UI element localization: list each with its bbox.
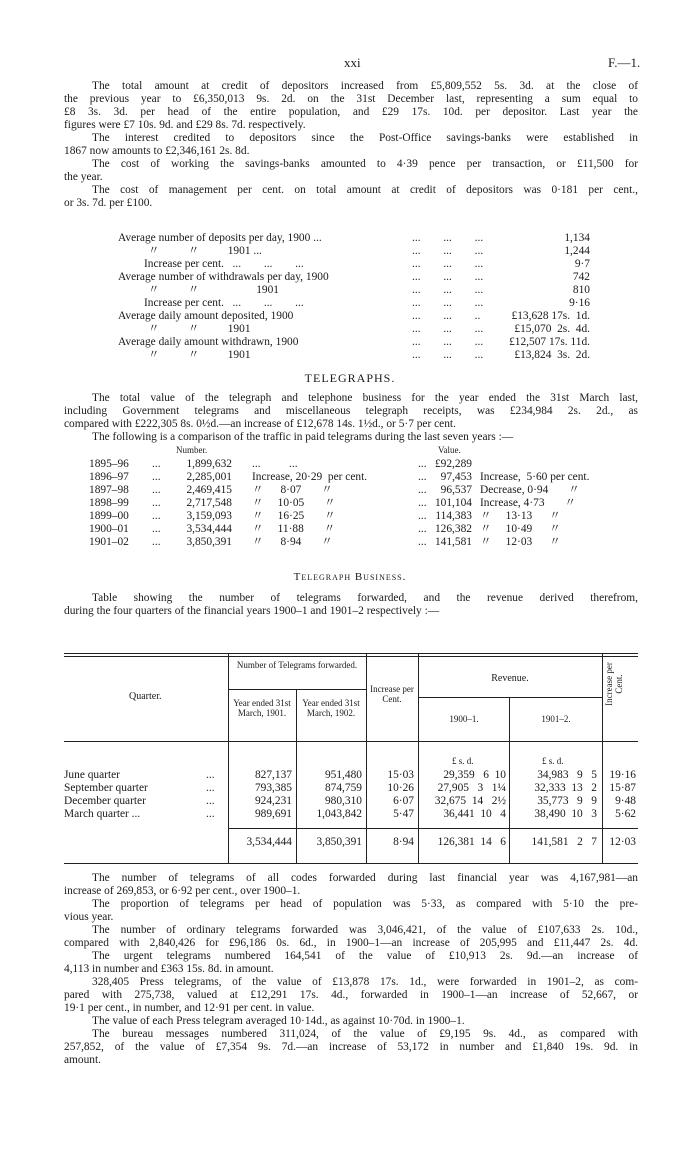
stat-leader-dots: ... ... ...	[412, 284, 484, 296]
table-top-rule	[64, 653, 638, 654]
telegraphs-para-2: The following is a comparison of the traffic in paid telegrams during the last seven years :—	[92, 431, 514, 443]
page-reference: F.—1.	[608, 55, 641, 70]
col-header-year-1901: Year ended 31st March, 1901.	[233, 698, 291, 718]
traffic-year: 1898–99	[89, 497, 129, 509]
stat-leader-dots: ... ... ...	[412, 271, 484, 283]
traffic-number: 3,534,444	[186, 523, 232, 535]
quarter-1902: 874,759	[324, 782, 362, 794]
closing-line: The number of telegrams of all codes forwarded during last financial year was 4,167,981—an	[92, 872, 638, 884]
stat-value: 9·16	[569, 297, 590, 309]
stat-value: £13,824 3s. 2d.	[514, 349, 590, 361]
quarter-increase: 15·03	[387, 769, 414, 781]
traffic-year: 1896–97	[89, 471, 129, 483]
closing-line: 4,113 in number and £363 15s. 8d. in amount.	[64, 963, 274, 975]
business-intro-b: during the four quarters of the financial years 1900–1 and 1901–2 respectively :—	[64, 605, 440, 617]
traffic-value-change: Increase, 4·73 〃	[480, 497, 576, 509]
traffic-number-change: 〃 10·05 〃	[252, 497, 336, 509]
traffic-value: 141,581	[434, 536, 472, 548]
traffic-dots: ...	[418, 484, 427, 496]
closing-line: The urgent telegrams numbered 164,541 of the value of £10,913 2s. 9d.—an increase of	[92, 950, 638, 962]
telegraphs-para-1a: The total value of the telegraph and telephone business for the year ended the 31st March last,	[92, 392, 638, 404]
stat-leader-dots: ... ... ...	[412, 232, 484, 244]
quarter-1901: 989,691	[254, 808, 292, 820]
total-1901: 3,534,444	[246, 836, 292, 848]
stat-label: Increase per cent. ... ... ...	[144, 297, 304, 309]
closing-line: increase of 269,853, or 6·92 per cent., over 1900–1.	[64, 885, 301, 897]
stat-leader-dots: ... ... ..	[412, 310, 481, 322]
savings-para-3b: the year.	[64, 171, 103, 183]
closing-line: 19·1 per cent., in number, and 12·91 per cent. in value.	[64, 1002, 315, 1014]
table-hrule	[228, 689, 366, 690]
traffic-dots: ...	[152, 536, 161, 548]
traffic-value: 114,383	[435, 510, 472, 522]
savings-para-1c: £8 3s. 3d. per head of the entire population, and £29 17s. 10d. per depositor. Last year the	[64, 106, 638, 118]
quarter-increase: 6·07	[393, 795, 414, 807]
quarter-1901: 924,231	[254, 795, 292, 807]
stat-value: 810	[572, 284, 590, 296]
table-vrule	[366, 653, 367, 864]
stat-value: 742	[572, 271, 590, 283]
traffic-dots: ...	[152, 484, 161, 496]
traffic-dots: ...	[418, 458, 427, 470]
traffic-year: 1895–96	[89, 458, 129, 470]
lsd-header-2: £ s. d.	[542, 756, 564, 766]
traffic-dots: ...	[418, 523, 427, 535]
telegraphs-heading: TELEGRAPHS.	[304, 371, 396, 385]
traffic-dots: ...	[152, 510, 161, 522]
stat-value: £13,628 17s. 1d.	[511, 310, 590, 322]
quarter-increase-per-cent: 9·48	[615, 795, 636, 807]
traffic-year: 1900–01	[89, 523, 129, 535]
quarter-dots: ...	[206, 782, 215, 794]
quarter-name: March quarter ...	[64, 808, 141, 820]
savings-para-3a: The cost of working the savings-banks amounted to 4·39 pence per transaction, or £11,500 for	[92, 158, 638, 170]
quarter-rev-1900: 36,441 10 4	[443, 808, 506, 820]
quarter-dots: ...	[206, 769, 215, 781]
total-rev-1900: 126,381 14 6	[437, 836, 506, 848]
closing-line: The value of each Press telegram averaged 10·14d., as against 10·70d. in 1900–1.	[92, 1015, 465, 1027]
col-header-increase: Increase per Cent.	[370, 684, 414, 704]
traffic-number: 2,285,001	[186, 471, 232, 483]
traffic-number: 3,850,391	[186, 536, 232, 548]
traffic-number: 3,159,093	[186, 510, 232, 522]
total-increase-per-cent: 12·03	[609, 836, 636, 848]
page-number: xxi	[344, 55, 361, 70]
stat-value: £15,070 2s. 4d.	[514, 323, 590, 335]
traffic-year: 1897–98	[89, 484, 129, 496]
traffic-year: 1901–02	[89, 536, 129, 548]
stat-value: 1,244	[564, 245, 590, 257]
quarter-increase-per-cent: 19·16	[609, 769, 636, 781]
total-increase: 8·94	[393, 836, 414, 848]
quarter-rev-1901: 35,773 9 9	[537, 795, 597, 807]
quarter-1902: 951,480	[324, 769, 362, 781]
col-header-number: Number of Telegrams forwarded.	[236, 660, 358, 670]
quarter-dots: ...	[206, 808, 215, 820]
stat-label: Average daily amount deposited, 1900	[118, 310, 294, 322]
traffic-number-change: ... ...	[252, 458, 298, 470]
traffic-number: 2,469,415	[186, 484, 232, 496]
stat-leader-dots: ... ... ...	[412, 297, 484, 309]
traffic-value-change: Increase, 5·60 per cent.	[480, 471, 590, 483]
traffic-dots: ...	[152, 458, 161, 470]
traffic-dots: ...	[152, 523, 161, 535]
traffic-value-change: 〃 12·03 〃	[480, 536, 561, 548]
traffic-dots: ...	[418, 536, 427, 548]
quarter-1902: 980,310	[324, 795, 362, 807]
traffic-dots: ...	[418, 510, 427, 522]
savings-para-2b: 1867 now amounts to £2,346,161 2s. 8d.	[64, 145, 250, 157]
stat-leader-dots: ... ... ...	[412, 349, 484, 361]
quarter-name: September quarter	[64, 782, 148, 794]
telegraphs-para-1b: including Government telegrams and miscellaneous telegraph receipts, was £234,984 2s. 2d., as	[64, 405, 638, 417]
traffic-number-change: 〃 8·07 〃	[252, 484, 333, 496]
traffic-dots: ...	[152, 471, 161, 483]
closing-line: The number of ordinary telegrams forwarded was 3,046,421, of the value of £107,633 2s. 10d.,	[92, 924, 638, 936]
stat-leader-dots: ... ... ...	[412, 258, 484, 270]
table-vrule	[418, 653, 419, 864]
quarter-name: June quarter	[64, 769, 120, 781]
table-bottom-rule	[64, 863, 638, 864]
traffic-value: £92,289	[434, 458, 472, 470]
quarter-rev-1901: 32,333 13 2	[534, 782, 597, 794]
stat-label: Increase per cent. ... ... ...	[144, 258, 304, 270]
total-rev-1901: 141,581 2 7	[531, 836, 597, 848]
quarter-increase: 5·47	[393, 808, 414, 820]
col-header-rev-1901: 1901–2.	[541, 714, 571, 724]
business-intro-a: Table showing the number of telegrams forwarded, and the revenue derived therefrom,	[92, 592, 638, 604]
quarter-rev-1900: 32,675 14 2½	[434, 795, 506, 807]
stat-value: £12,507 17s. 11d.	[509, 336, 590, 348]
traffic-dots: ...	[152, 497, 161, 509]
traffic-number-change: 〃 8·94 〃	[252, 536, 333, 548]
traffic-dots: ...	[418, 471, 427, 483]
traffic-value-change: Decrease, 0·94 〃	[480, 484, 580, 496]
traffic-number: 2,717,548	[186, 497, 232, 509]
quarter-1901: 793,385	[254, 782, 292, 794]
closing-line: amount.	[64, 1054, 102, 1066]
quarter-rev-1901: 38,490 10 3	[534, 808, 597, 820]
col-header-revenue: Revenue.	[491, 673, 529, 684]
closing-line: 328,405 Press telegrams, of the value of £13,878 17s. 1d., were forwarded in 1901–2, as com-	[92, 976, 638, 988]
col-header-quarter: Quarter.	[129, 691, 162, 702]
savings-para-4b: or 3s. 7d. per £100.	[64, 197, 153, 209]
closing-line: vious year.	[64, 911, 114, 923]
quarter-increase-per-cent: 15·87	[609, 782, 636, 794]
quarter-increase-per-cent: 5·62	[615, 808, 636, 820]
closing-line: pared with 275,738, valued at £12,291 17s. 4d., forwarded in 1900–1—an increase of 52,667, or	[64, 989, 638, 1001]
stat-label: 〃 〃 1901	[148, 323, 251, 335]
quarter-rev-1901: 34,983 9 5	[537, 769, 597, 781]
stat-label: Average daily amount withdrawn, 1900	[118, 336, 299, 348]
closing-line: compared with 2,840,426 for £96,186 0s. 6d., in 1900–1—an increase of 205,995 and £11,447 2s. 4d.	[64, 937, 638, 949]
quarter-1902: 1,043,842	[316, 808, 362, 820]
col-header-year-1902: Year ended 31st March, 1902.	[302, 698, 360, 718]
col-header-rev-1900: 1900–1.	[449, 714, 479, 724]
table-header-rule	[64, 741, 638, 742]
stat-leader-dots: ... ... ...	[412, 336, 484, 348]
traffic-year: 1899–00	[89, 510, 129, 522]
closing-line: The bureau messages numbered 311,024, of the value of £9,195 9s. 4d., as compared with	[92, 1028, 638, 1040]
traffic-value-change: 〃 13·13 〃	[480, 510, 561, 522]
table-subtotal-rule	[228, 828, 638, 829]
telegraphs-para-1c: compared with £222,305 8s. 0½d.—an increase of £12,678 14s. 1½d., or 5·7 per cent.	[64, 418, 456, 430]
quarter-rev-1900: 27,905 3 1¼	[437, 782, 506, 794]
stat-label: 〃 〃 1901	[148, 349, 251, 361]
traffic-col-value: Value.	[438, 445, 461, 455]
savings-para-1d: figures were £7 10s. 9d. and £29 8s. 7d. respectively.	[64, 119, 306, 131]
savings-para-1b: the previous year to £6,350,013 9s. 2d. on the 31st December last, representing a sum equal to	[64, 93, 638, 105]
table-vrule	[602, 653, 603, 864]
quarter-1901: 827,137	[254, 769, 292, 781]
savings-para-2a: The interest credited to depositors since the Post-Office savings-banks were established in	[92, 132, 638, 144]
total-1902: 3,850,391	[316, 836, 362, 848]
stat-value: 1,134	[564, 232, 590, 244]
traffic-number-change: Increase, 20·29 per cent.	[252, 471, 368, 483]
traffic-value: 126,382	[434, 523, 472, 535]
traffic-value: 97,453	[440, 471, 472, 483]
closing-line: 257,852, of the value of £7,354 9s. 7d.—an increase of 53,172 in number and £1,840 19s. 9d. in	[64, 1041, 638, 1053]
stat-label: 〃 〃 1901	[148, 284, 279, 296]
savings-para-4a: The cost of management per cent. on total amount at credit of depositors was 0·181 per cent.,	[92, 184, 638, 196]
savings-para-1a: The total amount at credit of depositors increased from £5,809,552 5s. 3d. at the close of	[92, 80, 638, 92]
traffic-number-change: 〃 16·25 〃	[252, 510, 336, 522]
table-top-rule-2	[64, 656, 638, 657]
col-header-increase-per-cent: Increase per Cent.	[604, 662, 624, 706]
traffic-col-number: Number.	[176, 445, 208, 455]
traffic-dots: ...	[418, 497, 427, 509]
quarter-name: December quarter	[64, 795, 146, 807]
business-heading: Telegraph Business.	[293, 571, 407, 583]
stat-label: Average number of deposits per day, 1900 ...	[118, 232, 322, 244]
stat-label: Average number of withdrawals per day, 1900	[118, 271, 329, 283]
table-hrule	[418, 697, 602, 698]
quarter-dots: ...	[206, 795, 215, 807]
traffic-value: 96,537	[440, 484, 472, 496]
traffic-number-change: 〃 11·88 〃	[252, 523, 336, 535]
stat-label: 〃 〃 1901 ...	[148, 245, 262, 257]
traffic-value-change: 〃 10·49 〃	[480, 523, 561, 535]
stat-leader-dots: ... ... ...	[412, 245, 484, 257]
traffic-number: 1,899,632	[186, 458, 232, 470]
lsd-header-1: £ s. d.	[452, 756, 474, 766]
stat-value: 9·7	[574, 258, 590, 270]
closing-line: The proportion of telegrams per head of population was 5·33, as compared with 5·10 the pre-	[92, 898, 638, 910]
stat-leader-dots: ... ... ...	[412, 323, 484, 335]
table-vrule	[228, 653, 229, 864]
traffic-value: 101,104	[434, 497, 472, 509]
quarter-rev-1900: 29,359 6 10	[443, 769, 506, 781]
quarter-increase: 10·26	[387, 782, 414, 794]
